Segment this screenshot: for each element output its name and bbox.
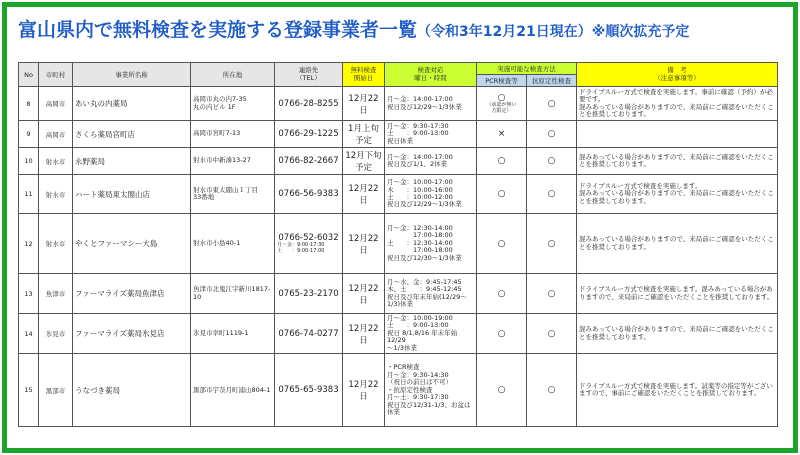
registered-businesses-table — [18, 62, 778, 427]
row-hours: 月～金：10:00-19:00 土 ：9:00-13:00 祝日 8/1,8/16 年末年始12/29 ～1/3休業 — [385, 314, 477, 354]
row-pcr-cell — [477, 214, 527, 274]
row-hours: 月～水、金：9:45-17:45 木、土 ：9:45-12:45 祝日及び年末年始(12/29～1/3)休業 — [385, 274, 477, 314]
row-address: 高岡市宮町7-13 — [191, 121, 275, 148]
row-office-name: ファーマライズ薬局魚津店 — [73, 274, 191, 314]
row-address: 氷見市幸町1119-1 — [191, 314, 275, 354]
header-pcr: PCR検査等 — [477, 75, 527, 87]
row-tel: 0765-65-9383 — [278, 385, 339, 396]
row-city: 黒部市 — [39, 354, 73, 427]
header-hours: 検査対応 曜日・時間 — [385, 63, 477, 87]
row-pcr: ○ — [497, 238, 506, 249]
row-remarks — [577, 121, 778, 148]
row-pcr-cell — [477, 175, 527, 214]
row-tel-cell — [275, 175, 343, 214]
row-antigen: ○ — [527, 274, 577, 314]
row-address: 射水市小島40-1 — [191, 214, 275, 274]
row-antigen: ○ — [527, 148, 577, 175]
row-city: 氷見市 — [39, 314, 73, 354]
row-hours: ・PCR検査 月～金：9:30-14:30 （祝日の前日は不可） ・抗原定性検査 月～土：9:30-17:30 祝日及び12/31-1/3、お盆は 休業 — [385, 354, 477, 427]
row-office-name: やくとファーマシー大島 — [73, 214, 191, 274]
row-no: 14 — [19, 314, 39, 354]
row-tel: 0766-52-6032 — [278, 232, 339, 243]
row-antigen: ○ — [527, 175, 577, 214]
table-row — [19, 121, 778, 148]
row-tel: 0766-28-8255 — [278, 98, 339, 109]
row-address: 射水市中新湊13-27 — [191, 148, 275, 175]
row-pcr-cell — [477, 274, 527, 314]
row-hours: 月～金：9:30-17:30 土 ：9:00-13:00 祝日休業 — [385, 121, 477, 148]
row-tel-cell — [275, 314, 343, 354]
row-pcr: ○ — [497, 328, 506, 339]
row-tel-cell — [275, 87, 343, 121]
header-contact: 連絡先 （TEL） — [275, 63, 343, 87]
row-pcr: ○ — [497, 156, 506, 166]
row-pcr: ○ — [497, 189, 506, 199]
row-antigen: ○ — [527, 354, 577, 427]
row-remarks: 混みあっている場合がありますので、来局前にご確認をいただくことを推奨しております。 — [577, 314, 778, 354]
row-pcr-cell — [477, 148, 527, 175]
row-pcr-cell — [477, 314, 527, 354]
row-pcr: ○ — [497, 288, 506, 299]
row-antigen: ○ — [527, 87, 577, 121]
row-tel-cell — [275, 354, 343, 427]
row-start-date: 12月22日 — [343, 87, 385, 121]
header-free-start: 無料検査 開始日 — [343, 63, 385, 87]
row-remarks: ドライブスルー方式で検査を実施します。試薬等の指定等がございますので、事前にご確認をいただくことを推奨しております。 — [577, 354, 778, 427]
row-start-date: 12月22日 — [343, 175, 385, 214]
table-row — [19, 175, 778, 214]
row-tel-cell — [275, 121, 343, 148]
table-row — [19, 314, 778, 354]
row-antigen: ○ — [527, 314, 577, 354]
row-no: 8 — [19, 87, 39, 121]
row-city: 射水市 — [39, 175, 73, 214]
title-note: ※順次拡充予定 — [591, 24, 690, 40]
header-antigen: 抗原定性検査 — [527, 75, 577, 87]
table-row — [19, 87, 778, 121]
row-tel-cell — [275, 274, 343, 314]
row-remarks: ドライブスルー方式で検査を実施します。事前に確認（予約）が必要です。 混みあっている場合がありますので、来局前にご確認をいただくことを推奨しております。 — [577, 87, 778, 121]
row-remarks: ドライブスルー方式で検査を実施します。混みあっている場合がありますので、来局前にご確認をいただくことを推奨しております。 — [577, 274, 778, 314]
row-start-date: 12月22日 — [343, 214, 385, 274]
row-city: 射水市 — [39, 148, 73, 175]
row-hours: 月～金：12:30-14:00 17:00-18:00 土 ：12:30-14:00 17:00-18:00 祝日及び12/30～1/3休業 — [385, 214, 477, 274]
row-start-date: 12月下旬予定 — [343, 148, 385, 175]
table-row — [19, 214, 778, 274]
row-office-name: さくら薬局宮町店 — [73, 121, 191, 148]
header-address: 所在地 — [191, 63, 275, 87]
row-remarks: 混みあっている場合がありますので、来局前にご確認をいただくことを推奨しております。 — [577, 148, 778, 175]
row-pcr-cell — [477, 87, 527, 121]
row-city: 射水市 — [39, 214, 73, 274]
row-no: 11 — [19, 175, 39, 214]
row-start-date: 12月22日 — [343, 274, 385, 314]
row-remarks: 混みあっている場合がありますので、来局前にご確認をいただくことを推奨しております。 — [577, 214, 778, 274]
header-no: No — [19, 63, 39, 87]
row-tel: 0766-74-0277 — [278, 328, 339, 339]
row-pcr: ○ — [497, 385, 506, 396]
row-office-name: ファーマライズ薬局氷見店 — [73, 314, 191, 354]
row-no: 10 — [19, 148, 39, 175]
row-city: 高岡市 — [39, 87, 73, 121]
row-no: 9 — [19, 121, 39, 148]
row-antigen: ○ — [527, 214, 577, 274]
row-tel-cell — [275, 148, 343, 175]
row-tel: 0766-82-2667 — [278, 156, 339, 166]
title-date: （令和3年12月21日現在） — [417, 24, 592, 40]
row-pcr: ○ — [497, 92, 506, 103]
row-address: 高岡市丸の内7-35 丸の内ビル 1F — [191, 87, 275, 121]
row-hours: 月～金：14:00-17:00 祝日及び12/29～1/3休業 — [385, 87, 477, 121]
row-address: 黒部市宇奈月町浦山804-1 — [191, 354, 275, 427]
row-no: 12 — [19, 214, 39, 274]
header-remarks: 備 考 （注意事項等） — [577, 63, 778, 87]
row-tel-cell — [275, 214, 343, 274]
row-pcr-note: （承認が無い 方限定） — [486, 101, 517, 114]
row-start-date: 12月22日 — [343, 314, 385, 354]
row-address: 魚津市北鬼江字新川1817-10 — [191, 274, 275, 314]
row-office-name: 永野薬局 — [73, 148, 191, 175]
row-tel: 0765-23-2170 — [278, 288, 339, 299]
row-tel-hours: 月～金：9:00-17:30 土 ：9:00-17:00 — [277, 241, 325, 254]
header-methods: 実施可能な検査方法 — [477, 63, 577, 75]
row-city: 魚津市 — [39, 274, 73, 314]
row-start-date: 12月22日 — [343, 354, 385, 427]
header-city: 市町村 — [39, 63, 73, 87]
row-remarks: ドライブスルー方式で検査を実施します。 混みあっている場合がありますので、来局前にご確認をいただくことを推奨しております。 — [577, 175, 778, 214]
row-pcr-cell — [477, 354, 527, 427]
header-office: 事業所名称 — [73, 63, 191, 87]
row-tel: 0766-56-9383 — [278, 189, 339, 199]
row-pcr: × — [497, 129, 506, 139]
row-no: 13 — [19, 274, 39, 314]
row-tel: 0766-29-1225 — [278, 129, 339, 139]
row-office-name: うなづき薬局 — [73, 354, 191, 427]
row-office-name: あい丸の内薬局 — [73, 87, 191, 121]
row-pcr-cell — [477, 121, 527, 148]
row-office-name: ハート薬局東太閤山店 — [73, 175, 191, 214]
title-main: 富山県内で無料検査を実施する登録事業者一覧 — [18, 19, 418, 41]
table-row — [19, 354, 778, 427]
row-city: 高岡市 — [39, 121, 73, 148]
row-hours: 月～金：10:00-17:00 木 ：10:00-16:00 土 ：10:00-12:00 祝日及び12/29～1/3休業 — [385, 175, 477, 214]
table-row — [19, 148, 778, 175]
row-antigen: ○ — [527, 121, 577, 148]
row-hours: 月～金：14:00-17:00 祝日及び1/1、2休業 — [385, 148, 477, 175]
row-start-date: 1月上旬予定 — [343, 121, 385, 148]
row-address: 射水市東太閤山１丁目 33番地 — [191, 175, 275, 214]
table-row — [19, 274, 778, 314]
page-title — [18, 10, 778, 50]
row-no: 15 — [19, 354, 39, 427]
